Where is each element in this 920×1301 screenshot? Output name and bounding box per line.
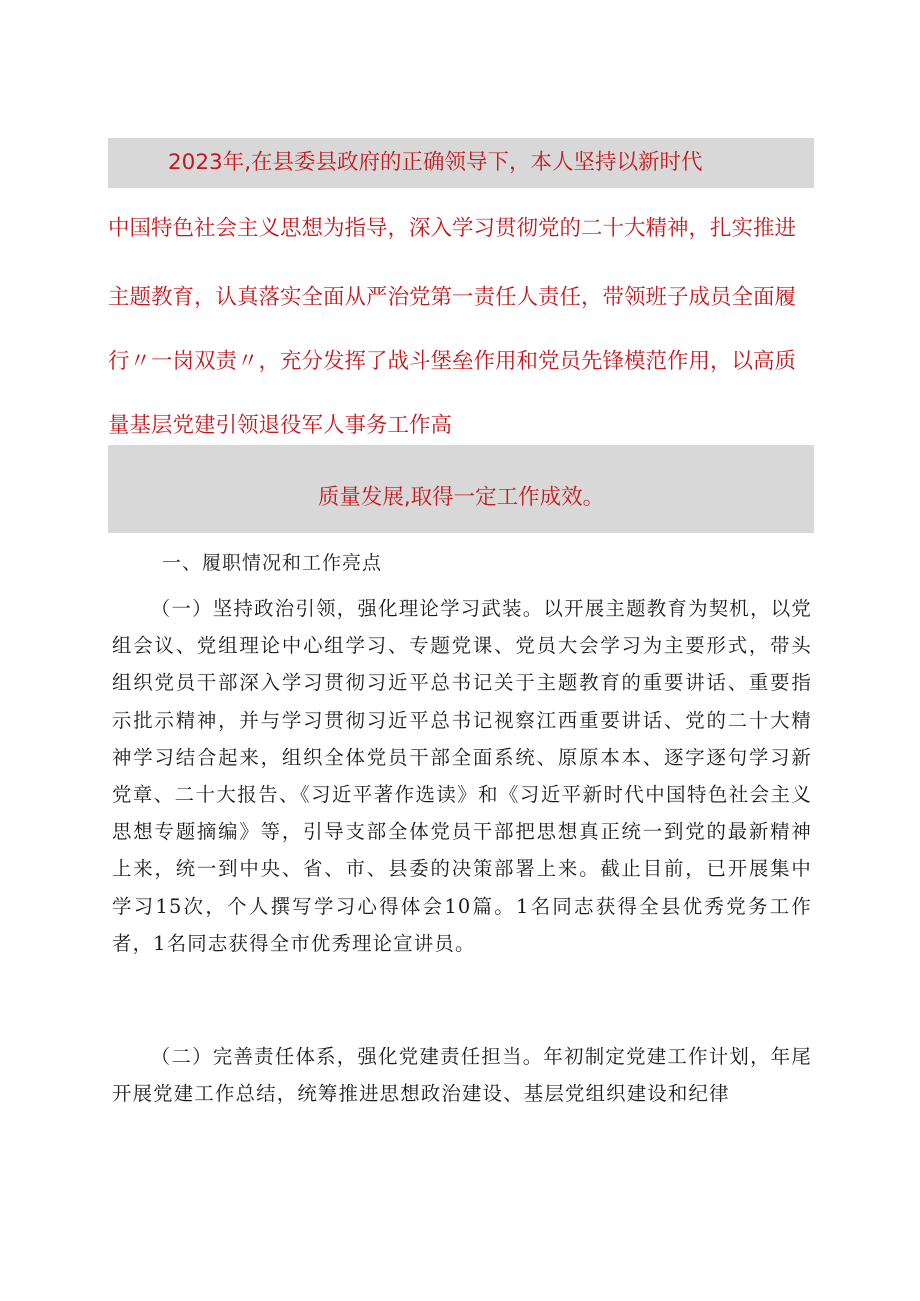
highlight-line-1: 2023年,在县委县政府的正确领导下，本人坚持以新时代 — [108, 138, 814, 188]
section-heading: 一、履职情况和工作亮点 — [162, 552, 383, 574]
highlight-line-4: 行〃一岗双责〃，充分发挥了战斗堡垒作用和党员先锋模范作用，以高质 — [108, 349, 797, 374]
highlight-line-6: 质量发展,取得一定工作成效。 — [108, 445, 814, 533]
paragraph-1: （一）坚持政治引领，强化理论学习武装。以开展主题教育为契机，以党组会议、党组理论中心组学习、专题党课、党员大会学习为主要形式，带头组织党员干部深入学习贯彻习近平总书记关于主题教育的重要讲话、重要指示批示精神，并与学习贯彻习近平总书记视察江西重要讲话、党的二十大精神学习结合起来，组织全体党员干部全面系统、原原本本、逐字逐句学习新党章、二十大报告、《习近平著作选读》和《习近平新时代中国特色社会主义思想专题摘编》等，引导支部全体党员干部把思想真正统一到党的最新精神上来，统一到中央、省、市、县委的决策部署上来。截止目前，已开展集中学习15次，个人撰写学习心得体会10篇。1名同志获得全县优秀党务工作者，1名同志获得全市优秀理论宣讲员。 — [112, 597, 812, 955]
highlight-line-2: 中国特色社会主义思想为指导，深入学习贯彻党的二十大精神，扎实推进 — [108, 216, 797, 241]
highlight-line-5: 量基层党建引领退役军人事务工作高 — [108, 413, 453, 438]
highlight-line-3: 主题教育，认真落实全面从严治党第一责任人责任，带领班子成员全面履 — [108, 285, 797, 310]
paragraph-2: （二）完善责任体系，强化党建责任担当。年初制定党建工作计划，年尾开展党建工作总结，统筹推进思想政治建设、基层党组织建设和纪律 — [112, 1045, 812, 1106]
